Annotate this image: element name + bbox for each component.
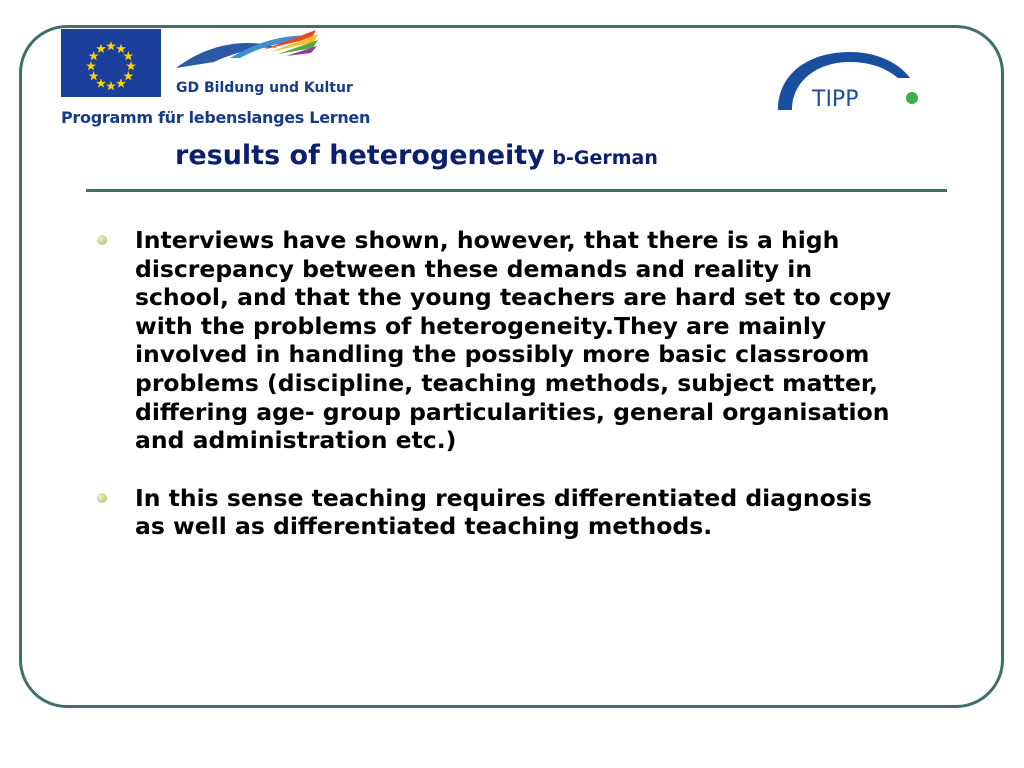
bullet-text: Interviews have shown, however, that there is a high discrepancy between these demands and reality in school, and that the young teachers are hard set to copy with the problems of heterogeneity.They are mainly involved in handling the possibly more basic classroom problems (discipline, teaching methods, subject matter, differing age- group particularities, general organisation and administration etc.) (135, 226, 892, 455)
slide-title (175, 140, 658, 171)
bullet-text: In this sense teaching requires differentiated diagnosis as well as differentiated teaching methods. (135, 483, 872, 541)
eu-flag-logo (61, 29, 161, 97)
title-divider (86, 189, 947, 192)
tipp-logo-text: TIPP (812, 87, 859, 112)
program-label: Programm für lebenslanges Lernen (61, 108, 371, 127)
bullet-icon (97, 235, 107, 245)
list-item (97, 226, 897, 455)
title-main: results of heterogeneity (175, 140, 545, 171)
list-item (97, 484, 897, 541)
gd-bildung-label: GD Bildung und Kultur (176, 80, 353, 96)
bullet-list (97, 226, 897, 570)
title-sub: b-German (552, 147, 658, 169)
tipp-logo (770, 48, 930, 114)
gd-swoosh-logo (170, 28, 320, 88)
bullet-icon (97, 493, 107, 503)
